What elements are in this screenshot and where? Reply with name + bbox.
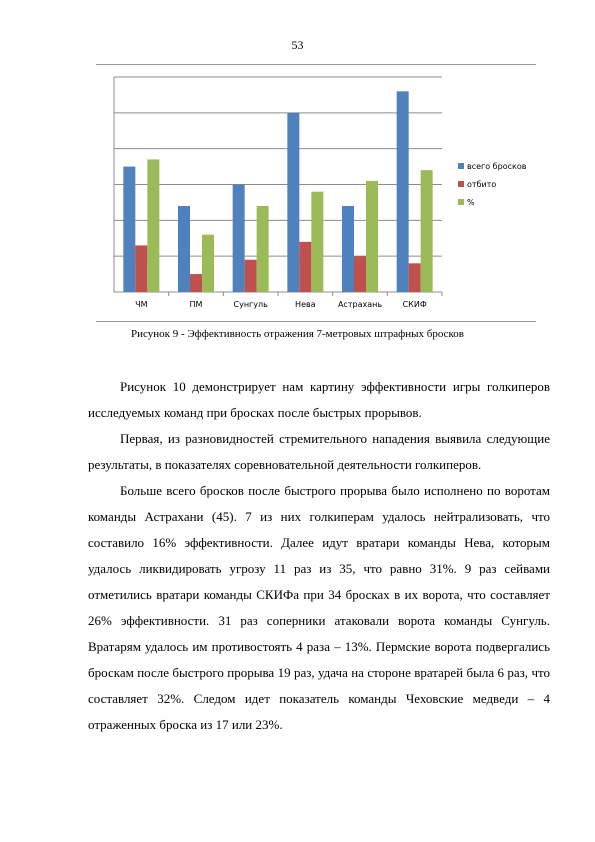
bar [190,274,202,292]
bar [123,167,135,292]
bar [311,192,323,292]
bar [135,245,147,292]
x-tick-label: ЧМ [135,300,148,309]
body-text [88,374,550,738]
x-tick-label: Нева [295,300,316,309]
bar [421,170,433,292]
x-tick-label: ПМ [189,300,203,309]
legend-swatch [458,199,464,205]
bar [202,235,214,292]
legend-swatch [458,181,464,187]
legend-swatch [458,163,464,169]
x-tick-label: СКИФ [402,300,427,309]
bar [342,206,354,292]
bar [409,263,421,292]
paragraph: Рисунок 10 демонстрирует нам картину эффективности игры голкиперов исследуемых команд при бросках после быстрых прорывов. [88,379,550,420]
bar [233,185,245,293]
paragraph: Первая, из разновидностей стремительного нападения выявила следующие результаты, в показателях соревновательной деятельности голкиперов. [88,431,550,472]
bar [147,159,159,292]
figure-caption: Рисунок 9 - Эффективность отражения 7-метровых штрафных бросков [131,328,464,340]
page-number: 53 [291,38,304,52]
x-tick-label: Сунгуль [233,300,268,309]
paragraph: Больше всего бросков после быстрого прорыва было исполнено по воротам команды Астрахани (45). 7 из них голкиперам удалось нейтрализовать, что составило 16% эффективности. Далее идут вратари команды Нева, которым удалось ликвидировать угрозу 11 раз из 35, что равно 31%. 9 раз сейвами отметились вратари команды СКИФа при 34 бросках в их ворота, что составляет 26% эффективности. 31 раз соперники атаковали ворота команды Сунгуль. Вратарям удалось им противостоять 4 раза – 13%. Пермские ворота подвергались броскам после быстрого прорыва 19 раз, удача на стороне вратарей была 6 раз, что составляет 32%. Следом идет показатель команды Чеховские медведи – 4 отраженных броска из 17 или 23%. [88,483,550,732]
legend-label: отбито [467,180,497,189]
bar [366,181,378,292]
chart-container [96,64,536,322]
bar-chart [96,65,536,321]
bar [287,113,299,292]
bar [354,256,366,292]
bar [245,260,257,292]
legend-label: всего бросков [467,162,527,171]
bar [178,206,190,292]
bar [257,206,269,292]
x-tick-label: Астрахань [337,300,383,309]
legend-label: % [467,198,475,207]
bar [299,242,311,292]
bar [397,91,409,292]
